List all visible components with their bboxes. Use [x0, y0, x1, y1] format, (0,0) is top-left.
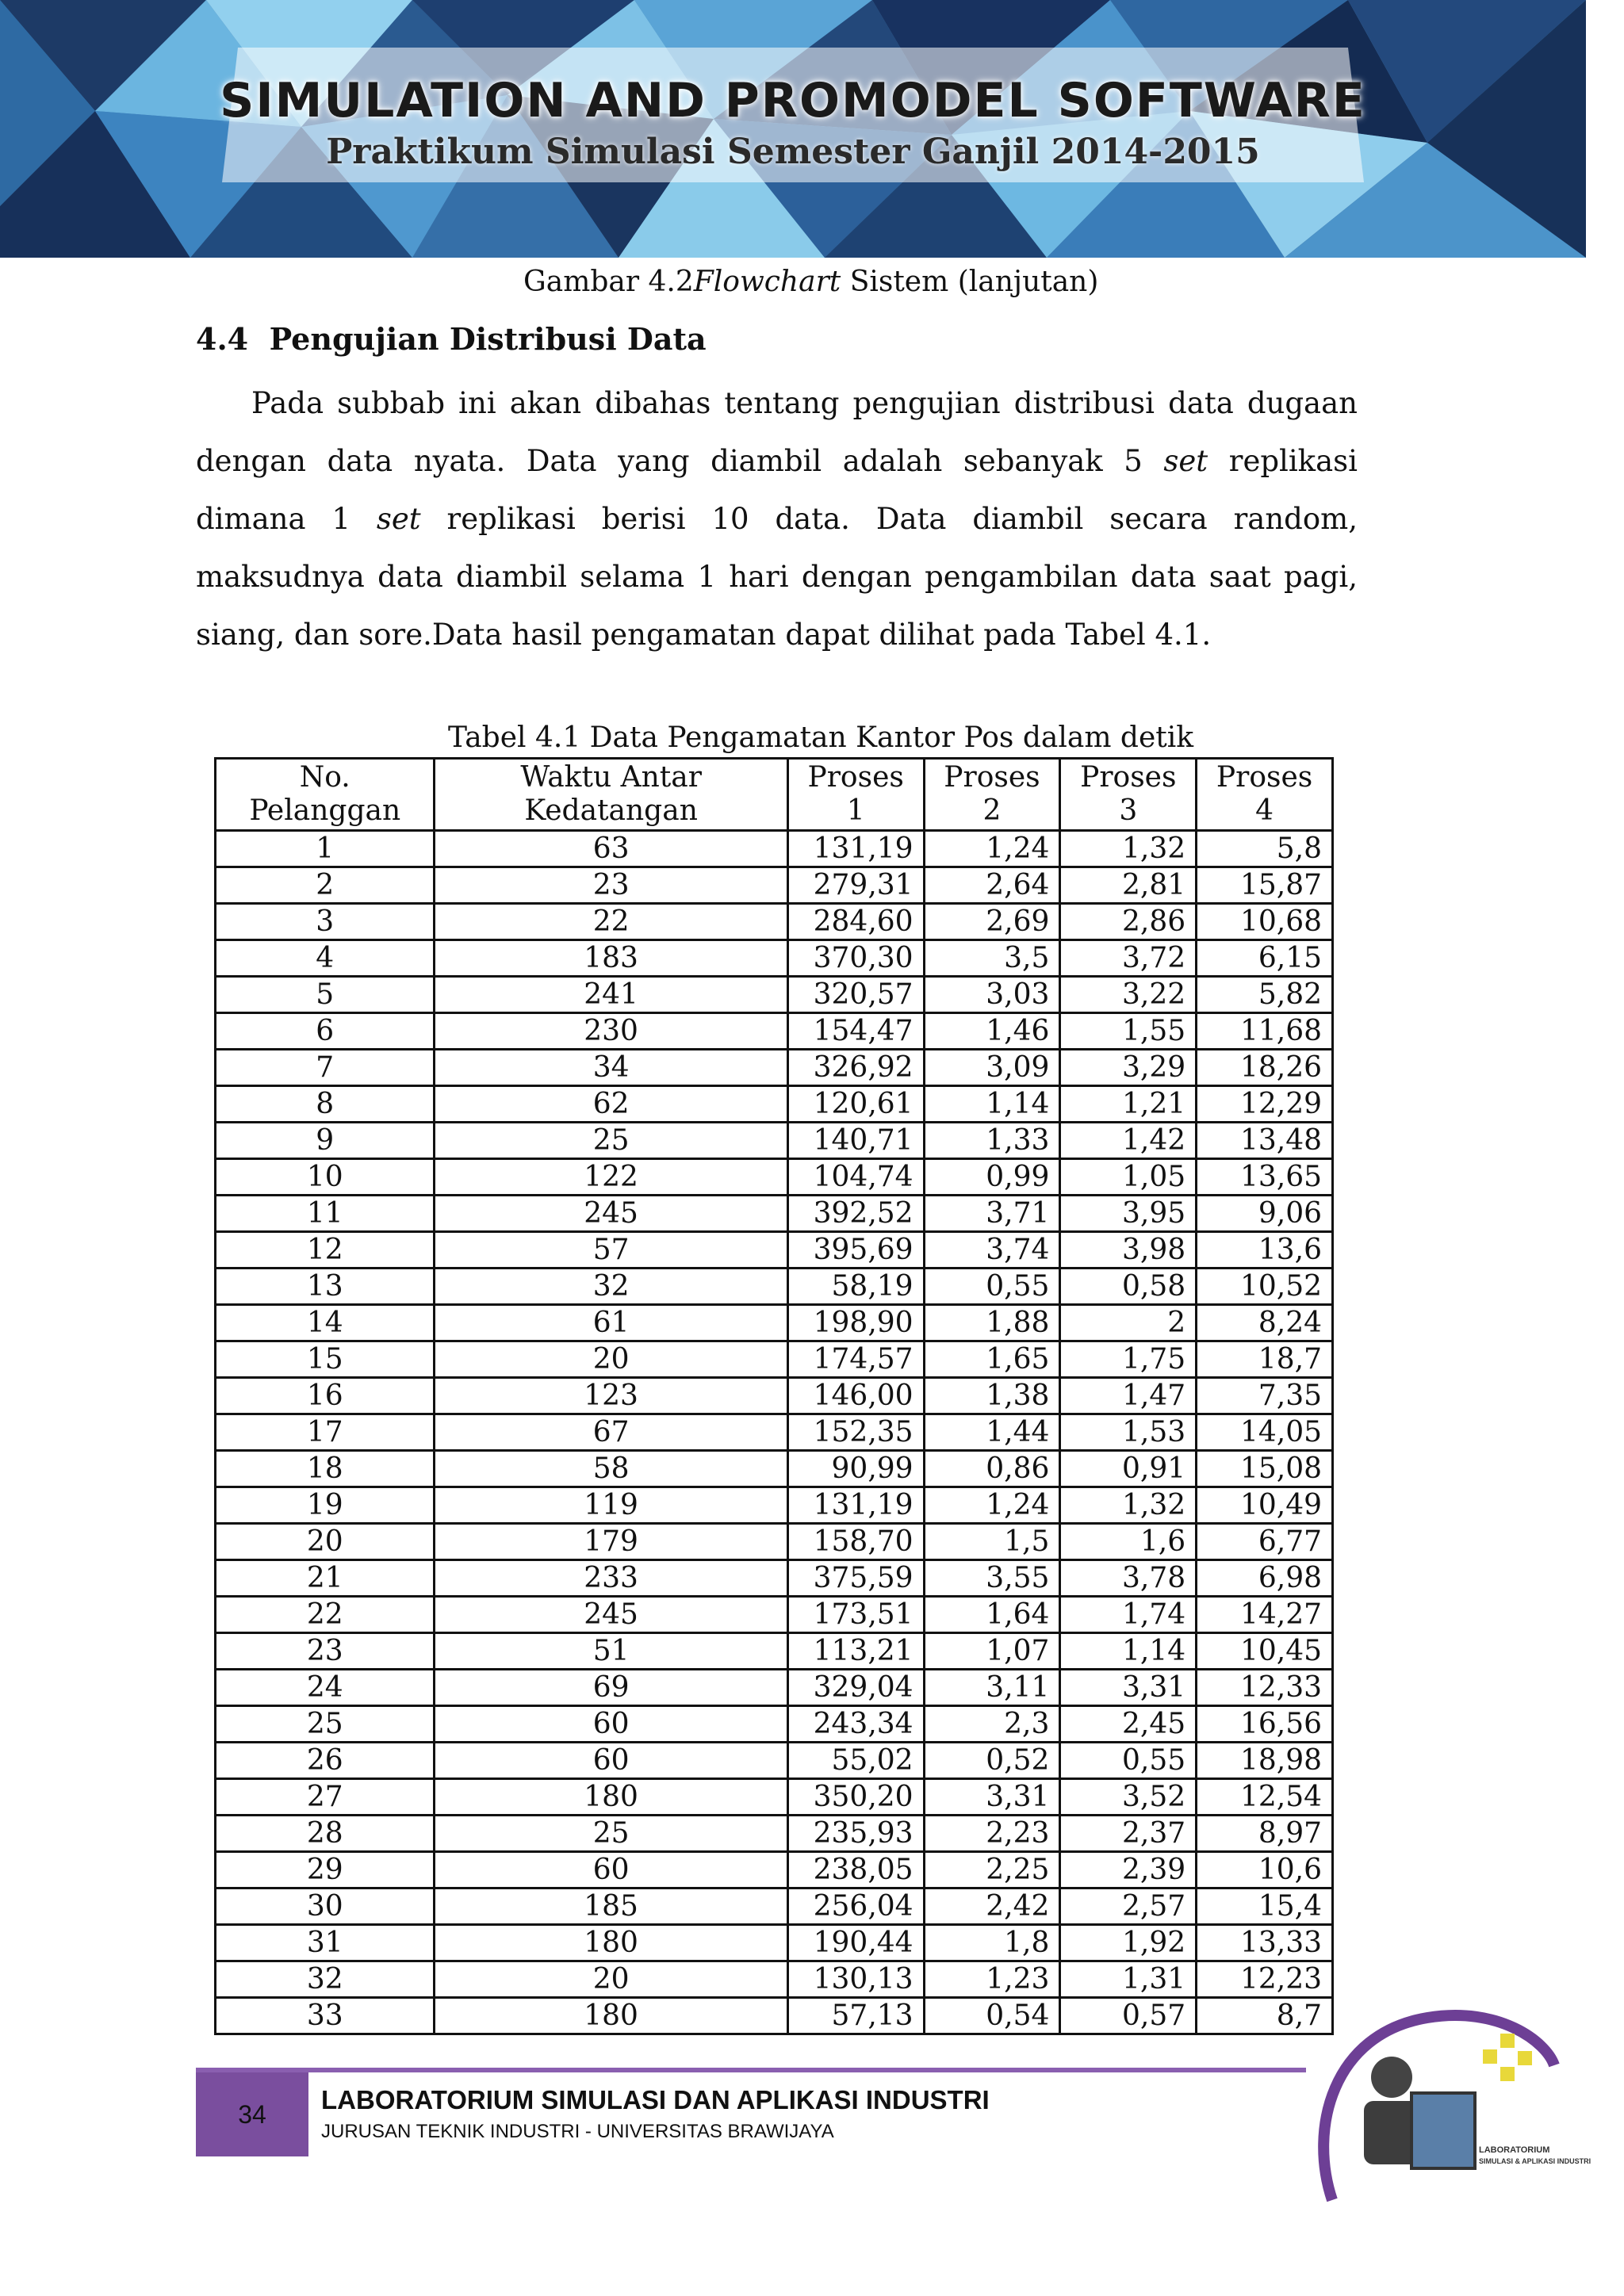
table-cell: 1,31: [1060, 1961, 1197, 1998]
table-cell: 8,97: [1197, 1816, 1333, 1852]
table-cell: 12,29: [1197, 1086, 1333, 1123]
header-proses-4: Proses 4: [1197, 759, 1333, 831]
table-cell: 18,26: [1197, 1050, 1333, 1086]
table-cell: 29: [216, 1852, 435, 1888]
table-cell: 0,55: [924, 1269, 1060, 1305]
table-cell: 19: [216, 1487, 435, 1524]
table-cell: 18,98: [1197, 1743, 1333, 1779]
table-cell: 1,07: [924, 1633, 1060, 1670]
table-row: [216, 1597, 1333, 1633]
table-cell: 3,11: [924, 1670, 1060, 1706]
table-row: [216, 1305, 1333, 1341]
table-cell: 1,05: [1060, 1159, 1197, 1196]
table-cell: 3,52: [1060, 1779, 1197, 1816]
table-cell: 1,33: [924, 1123, 1060, 1159]
table-cell: 31: [216, 1925, 435, 1961]
table-cell: 2: [216, 867, 435, 904]
table-cell: 7,35: [1197, 1378, 1333, 1414]
table-cell: 1,21: [1060, 1086, 1197, 1123]
table-cell: 14: [216, 1305, 435, 1341]
table-cell: 1,38: [924, 1378, 1060, 1414]
table-cell: 113,21: [787, 1633, 924, 1670]
table-cell: 9,06: [1197, 1196, 1333, 1232]
table-cell: 0,55: [1060, 1743, 1197, 1779]
observation-table: [214, 757, 1334, 2035]
table-cell: 104,74: [787, 1159, 924, 1196]
table-cell: 1,65: [924, 1341, 1060, 1378]
table-cell: 10: [216, 1159, 435, 1196]
table-cell: 11,68: [1197, 1013, 1333, 1050]
table-cell: 1,53: [1060, 1414, 1197, 1451]
table-cell: 3,74: [924, 1232, 1060, 1269]
table-row: [216, 1888, 1333, 1925]
table-cell: 130,13: [787, 1961, 924, 1998]
table-cell: 180: [435, 1998, 787, 2034]
table-row: [216, 1159, 1333, 1196]
figure-caption-suffix: Sistem (lanjutan): [841, 266, 1099, 298]
table-cell: 6: [216, 1013, 435, 1050]
paragraph-set-1: set: [1163, 444, 1208, 478]
table-cell: 23: [216, 1633, 435, 1670]
table-cell: 241: [435, 977, 787, 1013]
table-cell: 154,47: [787, 1013, 924, 1050]
table-row: [216, 1050, 1333, 1086]
table-cell: 3,29: [1060, 1050, 1197, 1086]
table-cell: 3,78: [1060, 1560, 1197, 1597]
table-cell: 131,19: [787, 1487, 924, 1524]
table-cell: 4: [216, 940, 435, 977]
table-cell: 8,24: [1197, 1305, 1333, 1341]
table-cell: 2,25: [924, 1852, 1060, 1888]
table-cell: 2,42: [924, 1888, 1060, 1925]
body-paragraph: [196, 374, 1358, 664]
table-cell: 2,37: [1060, 1816, 1197, 1852]
table-cell: 123: [435, 1378, 787, 1414]
table-cell: 25: [216, 1706, 435, 1743]
table-row: [216, 867, 1333, 904]
table-cell: 1,75: [1060, 1341, 1197, 1378]
table-row: [216, 1670, 1333, 1706]
table-row: [216, 1524, 1333, 1560]
table-cell: 57: [435, 1232, 787, 1269]
table-row: [216, 1706, 1333, 1743]
table-cell: 3,71: [924, 1196, 1060, 1232]
table-cell: 14,05: [1197, 1414, 1333, 1451]
table-cell: 1,46: [924, 1013, 1060, 1050]
table-cell: 1,8: [924, 1925, 1060, 1961]
table-cell: 2,81: [1060, 867, 1197, 904]
table-cell: 5,82: [1197, 977, 1333, 1013]
table-cell: 243,34: [787, 1706, 924, 1743]
table-cell: 3,98: [1060, 1232, 1197, 1269]
table-cell: 10,68: [1197, 904, 1333, 940]
header-banner: [0, 0, 1586, 258]
paragraph-text-1: Pada subbab ini akan dibahas tentang pengujian distribusi data dugaan dengan data nyata. Data yang diambil adalah sebanyak 5: [196, 386, 1358, 478]
figure-caption-prefix: Gambar 4.2: [523, 266, 694, 298]
table-cell: 198,90: [787, 1305, 924, 1341]
table-cell: 58: [435, 1451, 787, 1487]
table-cell: 2,45: [1060, 1706, 1197, 1743]
table-cell: 395,69: [787, 1232, 924, 1269]
table-cell: 1,64: [924, 1597, 1060, 1633]
table-cell: 22: [435, 904, 787, 940]
table-cell: 1,14: [924, 1086, 1060, 1123]
table-cell: 9: [216, 1123, 435, 1159]
table-cell: 1,24: [924, 1487, 1060, 1524]
table-row: [216, 1451, 1333, 1487]
table-cell: 57,13: [787, 1998, 924, 2034]
table-cell: 2,64: [924, 867, 1060, 904]
table-cell: 12,23: [1197, 1961, 1333, 1998]
table-cell: 185: [435, 1888, 787, 1925]
table-cell: 1,42: [1060, 1123, 1197, 1159]
table-cell: 15,87: [1197, 867, 1333, 904]
table-cell: 67: [435, 1414, 787, 1451]
table-cell: 1,47: [1060, 1378, 1197, 1414]
table-cell: 190,44: [787, 1925, 924, 1961]
table-row: [216, 1123, 1333, 1159]
table-cell: 2,23: [924, 1816, 1060, 1852]
table-cell: 392,52: [787, 1196, 924, 1232]
logo-square-1: [1483, 2049, 1497, 2064]
table-row: [216, 904, 1333, 940]
table-cell: 3,22: [1060, 977, 1197, 1013]
table-cell: 1,23: [924, 1961, 1060, 1998]
table-cell: 22: [216, 1597, 435, 1633]
table-cell: 11: [216, 1196, 435, 1232]
table-cell: 6,98: [1197, 1560, 1333, 1597]
logo-square-2: [1500, 2034, 1515, 2048]
figure-caption-italic: Flowchart: [693, 266, 841, 298]
table-row: [216, 1269, 1333, 1305]
table-cell: 1,44: [924, 1414, 1060, 1451]
table-cell: 8,7: [1197, 1998, 1333, 2034]
table-cell: 13,48: [1197, 1123, 1333, 1159]
table-cell: 0,99: [924, 1159, 1060, 1196]
logo-computer: [1411, 2093, 1475, 2168]
table-cell: 1,55: [1060, 1013, 1197, 1050]
logo-square-4: [1518, 2051, 1532, 2065]
header-no-pelanggan: No. Pelanggan: [216, 759, 435, 831]
paragraph-text-2: replikasi dimana 1: [196, 444, 1358, 536]
table-cell: 131,19: [787, 831, 924, 867]
table-cell: 33: [216, 1998, 435, 2034]
table-cell: 13: [216, 1269, 435, 1305]
table-cell: 32: [435, 1269, 787, 1305]
table-cell: 3,31: [924, 1779, 1060, 1816]
page-number: 34: [196, 2072, 308, 2156]
table-cell: 3,72: [1060, 940, 1197, 977]
table-cell: 34: [435, 1050, 787, 1086]
table-cell: 0,54: [924, 1998, 1060, 2034]
table-row: [216, 977, 1333, 1013]
table-cell: 1,6: [1060, 1524, 1197, 1560]
table-cell: 122: [435, 1159, 787, 1196]
table-cell: 230: [435, 1013, 787, 1050]
table-cell: 7: [216, 1050, 435, 1086]
table-cell: 3,95: [1060, 1196, 1197, 1232]
table-cell: 3,03: [924, 977, 1060, 1013]
table-cell: 28: [216, 1816, 435, 1852]
table-row: [216, 1232, 1333, 1269]
table-cell: 60: [435, 1706, 787, 1743]
table-cell: 20: [435, 1341, 787, 1378]
table-cell: 5,8: [1197, 831, 1333, 867]
table-cell: 284,60: [787, 904, 924, 940]
table-cell: 12,54: [1197, 1779, 1333, 1816]
section-heading: [196, 321, 707, 357]
table-cell: 0,86: [924, 1451, 1060, 1487]
table-cell: 17: [216, 1414, 435, 1451]
table-cell: 6,15: [1197, 940, 1333, 977]
table-cell: 1,5: [924, 1524, 1060, 1560]
table-cell: 63: [435, 831, 787, 867]
table-cell: 15: [216, 1341, 435, 1378]
table-cell: 235,93: [787, 1816, 924, 1852]
banner-subtitle: Praktikum Simulasi Semester Ganjil 2014-2015: [326, 132, 1260, 172]
section-title: Pengujian Distribusi Data: [269, 321, 707, 357]
table-cell: 174,57: [787, 1341, 924, 1378]
table-cell: 60: [435, 1743, 787, 1779]
table-cell: 6,77: [1197, 1524, 1333, 1560]
banner-background: [0, 0, 1586, 258]
table-cell: 10,6: [1197, 1852, 1333, 1888]
table-cell: 27: [216, 1779, 435, 1816]
table-row: [216, 1998, 1333, 2034]
table-cell: 0,91: [1060, 1451, 1197, 1487]
table-row: [216, 1633, 1333, 1670]
table-cell: 0,52: [924, 1743, 1060, 1779]
table-cell: 5: [216, 977, 435, 1013]
table-cell: 2,3: [924, 1706, 1060, 1743]
table-cell: 375,59: [787, 1560, 924, 1597]
table-cell: 2: [1060, 1305, 1197, 1341]
table-cell: 10,49: [1197, 1487, 1333, 1524]
table-cell: 179: [435, 1524, 787, 1560]
table-cell: 245: [435, 1196, 787, 1232]
table-cell: 10,52: [1197, 1269, 1333, 1305]
table-cell: 24: [216, 1670, 435, 1706]
table-cell: 279,31: [787, 867, 924, 904]
table-cell: 119: [435, 1487, 787, 1524]
table-cell: 51: [435, 1633, 787, 1670]
paragraph-text-3: replikasi berisi 10 data. Data diambil secara random, maksudnya data diambil selama 1 hari dengan pengambilan data saat pagi, siang, dan sore.Data hasil pengamatan dapat dilihat pada Tabel 4.1.: [196, 502, 1358, 652]
table-cell: 370,30: [787, 940, 924, 977]
table-cell: 25: [435, 1816, 787, 1852]
table-cell: 3,55: [924, 1560, 1060, 1597]
table-cell: 183: [435, 940, 787, 977]
table-cell: 15,4: [1197, 1888, 1333, 1925]
table-header-row: [216, 759, 1333, 831]
footer-title: LABORATORIUM SIMULASI DAN APLIKASI INDUSTRI: [321, 2085, 990, 2114]
table-row: [216, 1961, 1333, 1998]
table-cell: 13,33: [1197, 1925, 1333, 1961]
table-row: [216, 1086, 1333, 1123]
section-number: 4.4: [196, 321, 249, 357]
table-cell: 20: [435, 1961, 787, 1998]
table-cell: 158,70: [787, 1524, 924, 1560]
table-cell: 13,6: [1197, 1232, 1333, 1269]
table-cell: 350,20: [787, 1779, 924, 1816]
header-waktu-antar-kedatangan: Waktu Antar Kedatangan: [435, 759, 787, 831]
logo-text: LABORATORIUM: [1479, 2145, 1550, 2155]
table-cell: 3: [216, 904, 435, 940]
table-cell: 1,24: [924, 831, 1060, 867]
table-cell: 329,04: [787, 1670, 924, 1706]
table-cell: 152,35: [787, 1414, 924, 1451]
table-cell: 326,92: [787, 1050, 924, 1086]
table-cell: 14,27: [1197, 1597, 1333, 1633]
table-cell: 20: [216, 1524, 435, 1560]
table-cell: 18: [216, 1451, 435, 1487]
table-cell: 1,32: [1060, 1487, 1197, 1524]
table-cell: 256,04: [787, 1888, 924, 1925]
table-cell: 120,61: [787, 1086, 924, 1123]
table-row: [216, 1560, 1333, 1597]
footer-divider: [196, 2068, 1306, 2072]
table-cell: 21: [216, 1560, 435, 1597]
table-cell: 61: [435, 1305, 787, 1341]
table-cell: 69: [435, 1670, 787, 1706]
table-row: [216, 1816, 1333, 1852]
table-row: [216, 1196, 1333, 1232]
table-row: [216, 940, 1333, 977]
table-cell: 2,86: [1060, 904, 1197, 940]
table-cell: 13,65: [1197, 1159, 1333, 1196]
table-cell: 0,58: [1060, 1269, 1197, 1305]
header-proses-3: Proses 3: [1060, 759, 1197, 831]
table-cell: 173,51: [787, 1597, 924, 1633]
table-cell: 1,92: [1060, 1925, 1197, 1961]
table-cell: 60: [435, 1852, 787, 1888]
table-cell: 180: [435, 1779, 787, 1816]
table-cell: 2,57: [1060, 1888, 1197, 1925]
paragraph-set-2: set: [376, 502, 421, 536]
lab-logo: [1300, 2002, 1591, 2208]
table-row: [216, 1743, 1333, 1779]
table-cell: 2,69: [924, 904, 1060, 940]
logo-person-head: [1371, 2057, 1412, 2098]
table-cell: 90,99: [787, 1451, 924, 1487]
table-cell: 15,08: [1197, 1451, 1333, 1487]
table-cell: 1,14: [1060, 1633, 1197, 1670]
table-cell: 180: [435, 1925, 787, 1961]
table-cell: 1: [216, 831, 435, 867]
table-cell: 12,33: [1197, 1670, 1333, 1706]
table-cell: 146,00: [787, 1378, 924, 1414]
banner-title: SIMULATION AND PROMODEL SOFTWARE: [220, 73, 1366, 128]
table-cell: 55,02: [787, 1743, 924, 1779]
table-cell: 12: [216, 1232, 435, 1269]
table-row: [216, 1925, 1333, 1961]
table-row: [216, 1341, 1333, 1378]
table-cell: 62: [435, 1086, 787, 1123]
logo-square-3: [1500, 2067, 1515, 2081]
table-row: [216, 1414, 1333, 1451]
table-cell: 1,74: [1060, 1597, 1197, 1633]
table-caption: Tabel 4.1 Data Pengamatan Kantor Pos dalam detik: [448, 721, 1194, 754]
table-cell: 18,7: [1197, 1341, 1333, 1378]
table-cell: 3,31: [1060, 1670, 1197, 1706]
table-cell: 238,05: [787, 1852, 924, 1888]
table-cell: 32: [216, 1961, 435, 1998]
table-cell: 25: [435, 1123, 787, 1159]
table-cell: 26: [216, 1743, 435, 1779]
table-row: [216, 1013, 1333, 1050]
table-cell: 23: [435, 867, 787, 904]
table-cell: 320,57: [787, 977, 924, 1013]
table-cell: 3,09: [924, 1050, 1060, 1086]
figure-caption: [523, 266, 1098, 298]
table-cell: 16,56: [1197, 1706, 1333, 1743]
table-row: [216, 831, 1333, 867]
table-cell: 8: [216, 1086, 435, 1123]
table-cell: 3,5: [924, 940, 1060, 977]
table-cell: 1,88: [924, 1305, 1060, 1341]
table-row: [216, 1779, 1333, 1816]
header-proses-1: Proses 1: [787, 759, 924, 831]
table-cell: 30: [216, 1888, 435, 1925]
header-proses-2: Proses 2: [924, 759, 1060, 831]
table-row: [216, 1852, 1333, 1888]
table-body: [216, 831, 1333, 2034]
table-cell: 140,71: [787, 1123, 924, 1159]
table-cell: 58,19: [787, 1269, 924, 1305]
table-cell: 1,32: [1060, 831, 1197, 867]
table-row: [216, 1378, 1333, 1414]
footer-subtitle: JURUSAN TEKNIK INDUSTRI - UNIVERSITAS BRAWIJAYA: [321, 2121, 834, 2142]
logo-text-2: SIMULASI & APLIKASI INDUSTRI: [1479, 2157, 1591, 2165]
table-cell: 245: [435, 1597, 787, 1633]
table-cell: 0,57: [1060, 1998, 1197, 2034]
table-cell: 10,45: [1197, 1633, 1333, 1670]
table-row: [216, 1487, 1333, 1524]
table-cell: 233: [435, 1560, 787, 1597]
table-cell: 2,39: [1060, 1852, 1197, 1888]
table-cell: 16: [216, 1378, 435, 1414]
